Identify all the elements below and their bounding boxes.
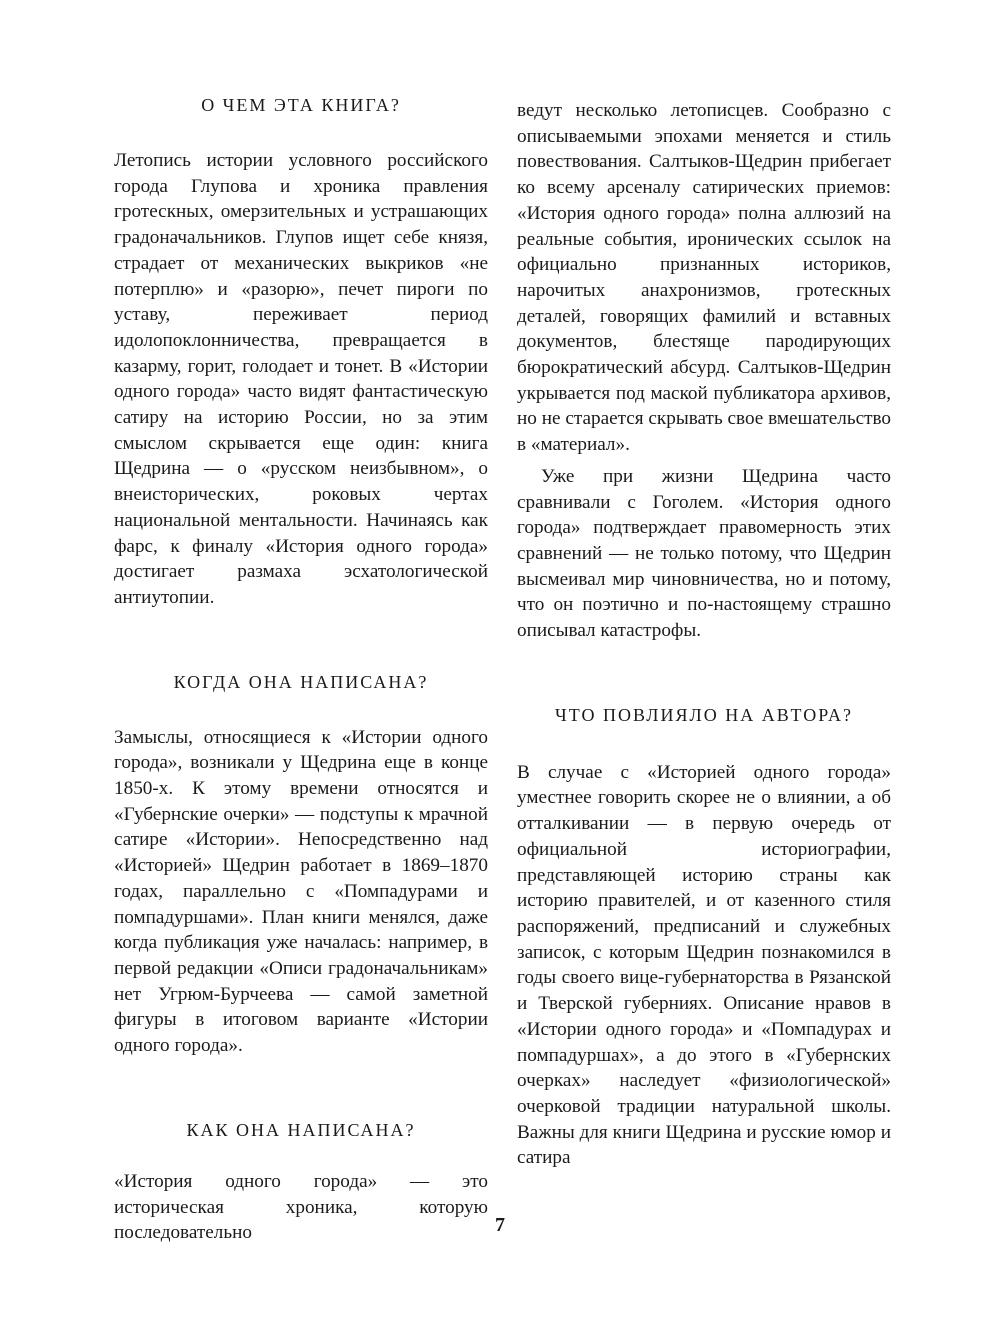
how-paragraph-2: Уже при жизни Щедрина часто сравнивали с Гоголем. «История одного города» подтверждает правомерность этих сравнений — не только потому, что Щедрин высмеивал мир чиновничества, но и потому, что он поэтично и по-настоящему страшно описывал катастрофы.: [517, 465, 891, 642]
page-number: 7: [495, 1214, 505, 1236]
section-heading-about: О ЧЕМ ЭТА КНИГА?: [201, 95, 401, 115]
right-column: [517, 98, 891, 1171]
when-paragraph: Замыслы, относящиеся к «Истории одного города», возникали у Щедрина еще в конце 1850-х. К этому времени относятся и «Губернские очерки» — подступы к мрачной сатире «Истории». Непосредственно над «Историей» Щедрин работает в 1869–1870 годах, параллельно с «Помпадурами и помпадуршами». План книги менялся, даже когда публикация уже началась: например, в первой редакции «Описи градоначальникам» нет Угрюм-Бурчеева — самой заметной фигуры в итоговом варианте «Истории одного города».: [114, 726, 488, 1057]
how-paragraph-start: «История одного города» — это историческая хроника, которую последовательно: [114, 1170, 488, 1244]
about-paragraph: Летопись истории условного российского города Глупова и хроника правления гротескных, омерзительных и устрашающих градоначальников. Глупов ищет себе князя, страдает от механических выкриков «не потерплю» и «разорю», печет пироги по уставу, переживает период идолопоклонничества, превращается в казарму, горит, голодает и тонет. В «Истории одного города» часто видят фантастическую сатиру на историю России, но за этим смыслом скрывается еще один: книга Щедрина — о «русском неизбывном», о внеисторических, роковых чертах национальной ментальности. Начинаясь как фарс, к финалу «История одного города» достигает размаха эсхатологической антиутопии.: [114, 150, 488, 608]
how-paragraph-continued: ведут несколько летописцев. Сообразно с описываемыми эпохами меняется и стиль повествования. Салтыков-Щедрин прибегает ко всему арсеналу сатирических приемов: «История одного города» полна аллюзий на реальные события, иронических ссылок на официально признанных историков, нарочитых анахронизмов, гротескных деталей, говорящих фамилий и вставных документов, блестяще пародирующих бюрократический абсурд. Салтыков-Щедрин укрывается под маской публикатора архивов, но не старается скрывать свое вмешательство в «материал».: [517, 100, 891, 456]
influence-paragraph: В случае с «Историей одного города» уместнее говорить скорее не о влиянии, а об отталкивании — в первую очередь от официальной историографии, представляющей историю страны как историю правителей, и от казенного стиля распоряжений, предписаний и служебных записок, с которым Щедрин познакомился в годы своего вице-губернаторства в Рязанской и Тверской губерниях. Описание нравов в «Истории одного города» и «Помпадурах и помпадуршах», а до этого в «Губернских очерках» наследует «физиологической» очерковой традиции натуральной школы. Важны для книги Щедрина и русские юмор и сатира: [517, 761, 891, 1169]
left-column: [114, 92, 488, 1246]
section-heading-influence: ЧТО ПОВЛИЯЛО НА АВТОРА?: [555, 704, 853, 725]
section-heading-how: КАК ОНА НАПИСАНА?: [186, 1119, 416, 1140]
section-heading-when: КОГДА ОНА НАПИСАНА?: [173, 671, 429, 692]
